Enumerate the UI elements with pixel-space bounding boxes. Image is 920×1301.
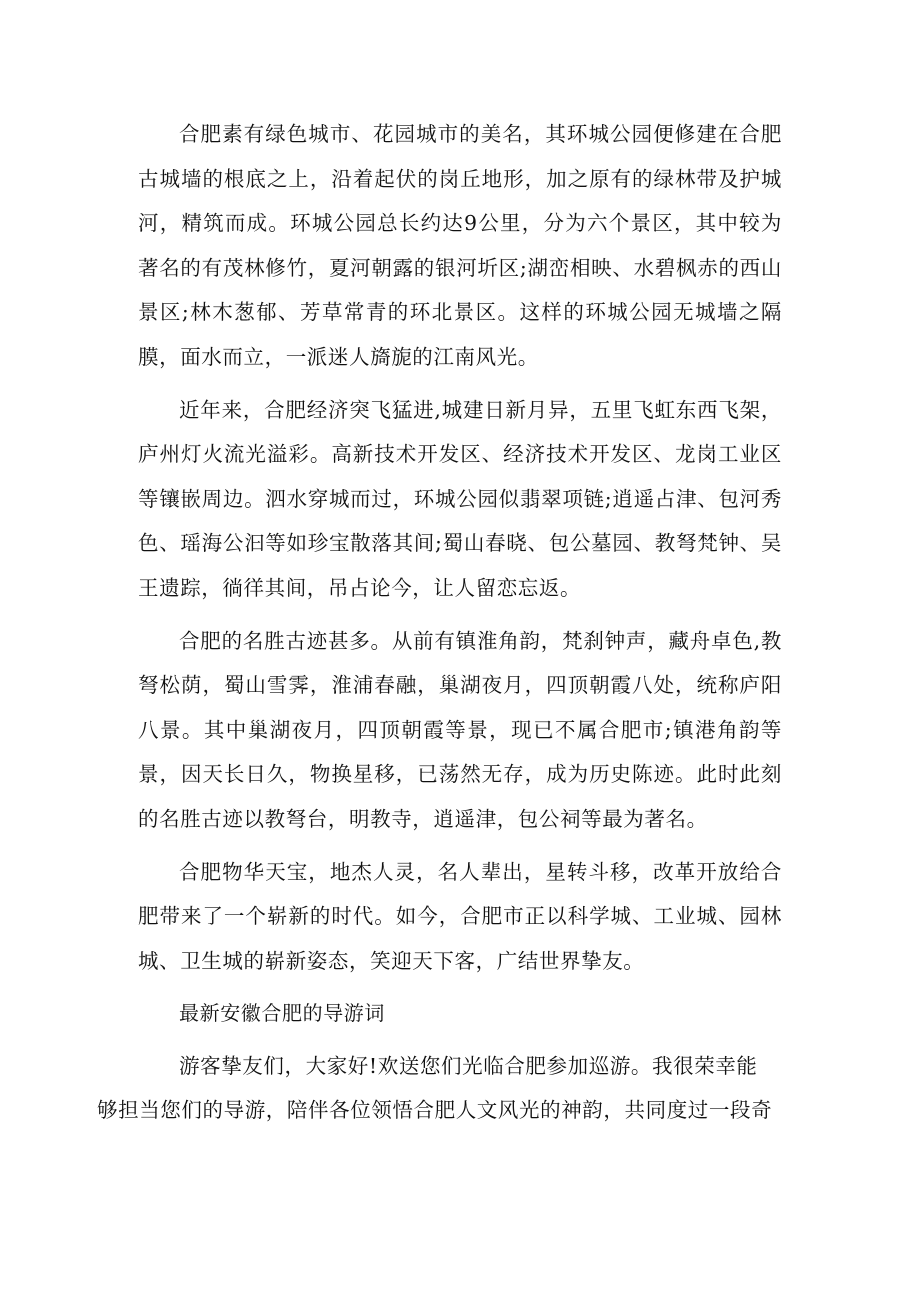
paragraph-recent-years: 近年来，合肥经济突飞猛进,城建日新月异，五里飞虹东西飞架，庐州灯火流光溢彩。高新技术开发区、经济技术开发区、龙岗工业区等镶嵌周边。泗水穿城而过，环城公园似翡翠项链;逍遥占津、包河秀色、瑶海公汩等如珍宝散落其间;蜀山春晓、包公墓园、教弩梵钟、吴王遗踪，徜徉其间，吊占论今，让人留恋忘返。: [138, 397, 782, 600]
paragraph-welcome: [97, 1044, 782, 1133]
welcome-line-2: 够担当您们的导游，陪伴各位领悟合肥人文风光的神韵，共同度过一段奇: [97, 1098, 773, 1123]
welcome-line-1: 游客挚友们，大家好!欢送您们光临合肥参加巡游。我很荣幸能: [179, 1053, 758, 1078]
section-heading: 最新安徽合肥的导游词: [179, 1001, 385, 1026]
paragraph-new-era: 合肥物华天宝，地杰人灵，名人辈出，星转斗移，改革开放给合肥带来了一个崭新的时代。如今，合肥市正以科学城、工业城、园林城、卫生城的崭新姿态，笑迎天下客，广结世界挚友。: [138, 859, 782, 973]
paragraph-green-city: 合肥素有绿色城市、花园城市的美名，其环城公园便修建在合肥古城墙的根底之上，沿着起伏的岗丘地形，加之原有的绿林带及护城河，精筑而成。环城公园总长约达9公里，分为六个景区，其中较为著名的有茂林修竹，夏河朝露的银河圻区;湖峦相映、水碧枫赤的西山景区;林木葱郁、芳草常青的环北景区。这样的环城公园无城墙之隔膜，面水而立，一派迷人旖旎的江南风光。: [138, 122, 782, 369]
paragraph-historic-sites: 合肥的名胜古迹甚多。从前有镇淮角韵，梵刹钟声，藏舟卓色,教弩松荫，蜀山雪霁，淮浦春融，巢湖夜月，四顶朝霞八处，统称庐阳八景。其中巢湖夜月，四顶朝霞等景，现已不属合肥市;镇港角韵等景，因天长日久，物换星移，已荡然无存，成为历史陈迹。此时此刻的名胜古迹以教弩台，明教寺，逍遥津，包公祠等最为著名。: [138, 628, 782, 831]
document-body: [97, 112, 782, 1133]
